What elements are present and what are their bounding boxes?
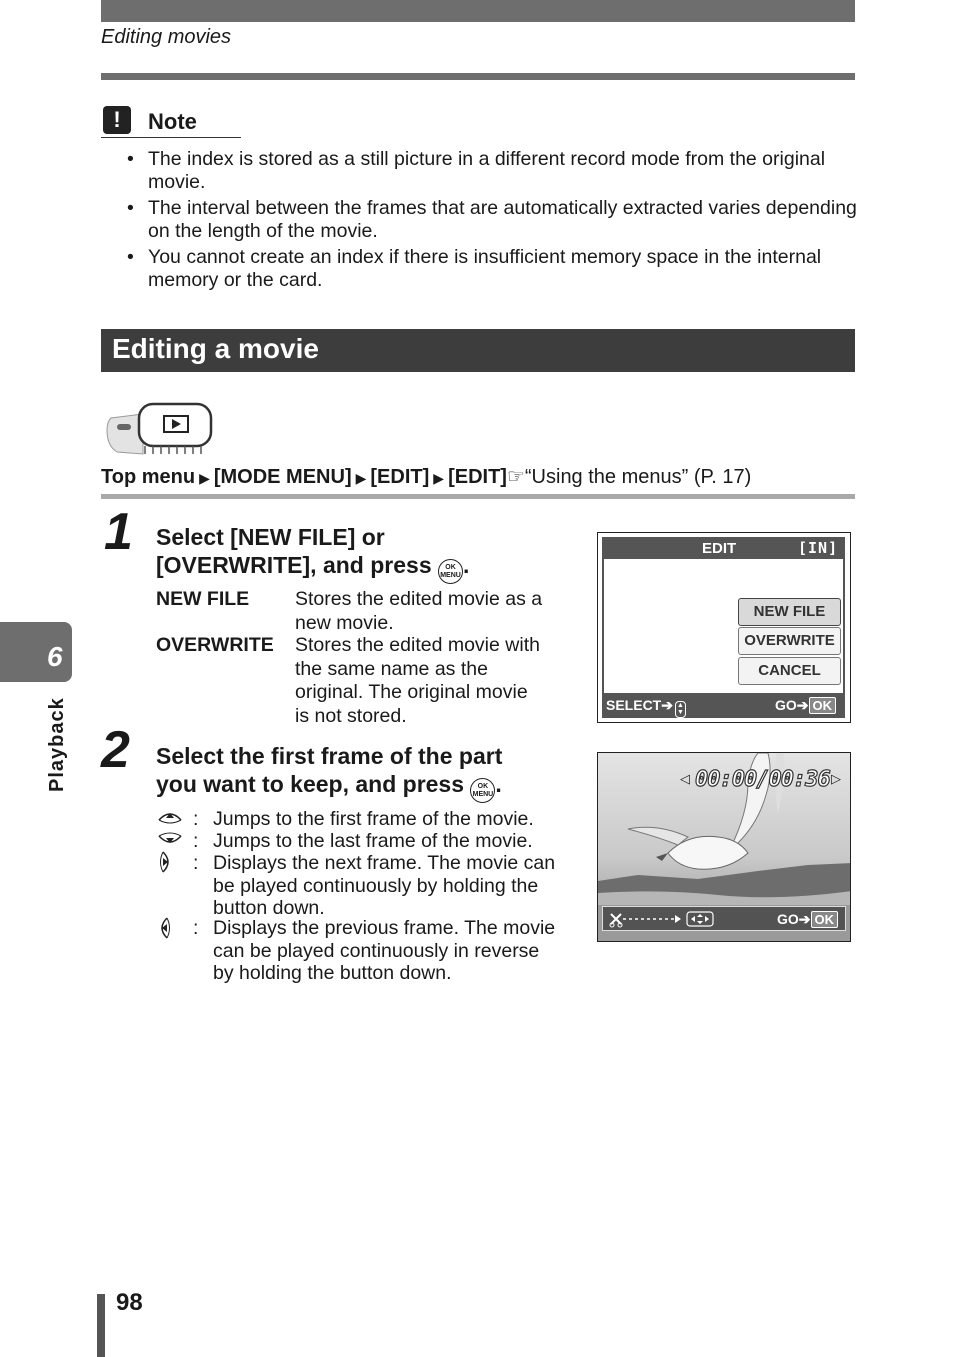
def-term: NEW FILE (156, 588, 250, 610)
page-number-bar (97, 1294, 105, 1357)
button-desc: Jumps to the last frame of the movie. (213, 830, 533, 852)
button-desc: Displays the next frame. The movie can be played continuously by holding the button down. (213, 852, 556, 919)
ok-button-icon: OK (811, 911, 839, 928)
step-number: 1 (104, 503, 133, 561)
prev-arrow-icon: ◁ (680, 771, 690, 786)
ok-menu-button-icon: OK MENU (470, 778, 495, 803)
def-desc: Stores the edited movie as a new movie. (295, 588, 543, 634)
timecode: 00:00/00:36 (695, 767, 830, 792)
go-hint: GO➔ OK (775, 697, 836, 714)
screen-body (602, 559, 845, 693)
chapter-label: Playback (46, 697, 68, 792)
menu-path: Top menu ▶ [MODE MENU] ▶ [EDIT] ▶ [EDIT]☞“Using the menus” (P. 17) (101, 466, 752, 488)
screen-footer (602, 906, 846, 931)
header-rule (101, 73, 855, 80)
note-item: • The interval between the frames that are automatically extracted varies depending on the length of the movie. (127, 197, 857, 243)
edit-menu-screen (597, 532, 851, 723)
header-bar (101, 0, 855, 22)
right-arrow-button-icon (157, 850, 173, 874)
note-item: • You cannot create an index if there is insufficient memory space in the internal memory or the card. (127, 246, 857, 292)
nav-edit: [EDIT] (370, 466, 430, 488)
header-title: Editing movies (101, 26, 232, 48)
ok-button-icon: OK (809, 697, 837, 714)
nav-edit-sub: [EDIT] (448, 466, 507, 488)
step-title: Select the first frame of the part you want to keep, and press OK MENU. (156, 742, 576, 803)
def-term: OVERWRITE (156, 634, 274, 656)
go-hint: GO➔ OK (777, 911, 838, 928)
left-arrow-button-icon (157, 916, 173, 940)
step-title: Select [NEW FILE] or [OVERWRITE], and press OK MENU. (156, 523, 576, 584)
exclamation-icon: ! (103, 106, 131, 134)
chapter-number: 6 (47, 641, 63, 672)
select-hint: SELECT➔ ▲ ▼ (606, 697, 686, 718)
screen-footer (602, 693, 845, 718)
nav-mode-menu: [MODE MENU] (213, 466, 352, 488)
note-item: • The index is stored as a still picture in a different record mode from the original movie. (127, 148, 857, 194)
note-underline (101, 137, 241, 138)
nav-top-menu: Top menu (101, 466, 196, 488)
playback-mode-dial-icon (103, 400, 215, 458)
new-file-option[interactable]: NEW FILE (738, 598, 841, 626)
cut-timeline-icon (609, 910, 717, 928)
updown-button-icon: ▲ ▼ (675, 701, 686, 718)
frame-select-screen (597, 752, 851, 942)
overwrite-option[interactable]: OVERWRITE (738, 627, 841, 655)
section-title: Editing a movie (112, 333, 319, 364)
note-list (127, 148, 857, 295)
cancel-option[interactable]: CANCEL (738, 657, 841, 685)
page-number: 98 (116, 1289, 143, 1316)
reference-hand-icon: ☞ (506, 466, 525, 488)
next-arrow-icon: ▷ (831, 771, 841, 786)
memory-indicator: [IN] (798, 539, 839, 557)
nav-reference: “Using the menus” (P. 17) (524, 466, 752, 488)
button-desc: Displays the previous frame. The movie can be played continuously in reverse by holding the button down. (213, 917, 556, 984)
down-arrow-button-icon (157, 828, 183, 848)
def-desc: Stores the edited movie with the same name as the original. The original movie is not stored. (295, 634, 540, 727)
ok-menu-button-icon: OK MENU (438, 559, 463, 584)
button-desc: Jumps to the first frame of the movie. (213, 808, 534, 830)
nav-rule (101, 494, 855, 499)
screen-title: EDIT (702, 540, 737, 557)
up-arrow-button-icon (157, 808, 183, 828)
note-label: Note (148, 109, 197, 134)
screen-title-bar (602, 537, 845, 559)
step-number: 2 (101, 721, 130, 779)
